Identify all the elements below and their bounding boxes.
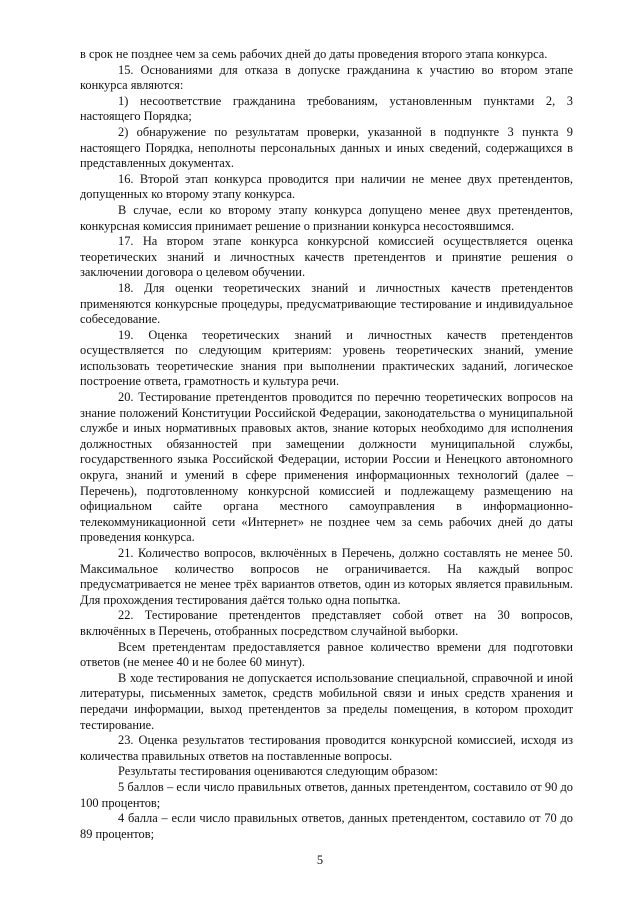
paragraph-item-21: 21. Количество вопросов, включённых в Перечень, должно составлять не менее 50. Максимальное количество вопросов не ограничивается. На каждый вопрос предусматривается не менее трёх вариантов ответов, один из которых является правильным. Для прохождения тестирования даётся только одна попытка. (80, 546, 573, 607)
paragraph-item-16: 16. Второй этап конкурса проводится при наличии не менее двух претендентов, допущенных ко второму этапу конкурса. (80, 171, 573, 202)
paragraph-item-22: 22. Тестирование претендентов представляет собой ответ на 30 вопросов, включённых в Перечень, отобранных посредством случайной выборки. (80, 608, 573, 638)
paragraph-item-15: 15. Основаниями для отказа в допуске гражданина к участию во втором этапе конкурса являются: (80, 62, 573, 93)
paragraph-item-20: 20. Тестирование претендентов проводится по перечню теоретических вопросов на знание положений Конституции Российской Федерации, законодательства о муниципальной службе и иных нормативных правовых актов, знание которых необходимо для исполнения должностных обязанностей при замещении должности муниципальной службы, государственного языка Российской Федерации, истории России и Ненецкого автономного округа, знаний и умений в сфере применения информационных технологий (далее – Перечень), подготовленному конкурсной комиссией и подлежащему размещению на официальном сайте органа местного самоуправления в информационно-телекоммуникационной сети «Интернет» не позднее чем за семь рабочих дней до даты проведения конкурса. (80, 390, 573, 545)
paragraph-item-23: 23. Оценка результатов тестирования проводится конкурсной комиссией, исходя из количества правильных ответов на поставленные вопросы. (80, 733, 573, 763)
paragraph-score-5: 5 баллов – если число правильных ответов, данных претендентом, составило от 90 до 100 процентов; (80, 779, 573, 810)
paragraph-subitem-2: 2) обнаружение по результатам проверки, указанной в подпункте 3 пункта 9 настоящего Порядка, неполноты персональных данных и иных сведений, содержащихся в представленных документах. (80, 124, 573, 171)
page-number: 5 (316, 853, 324, 867)
paragraph-continuation: в срок не позднее чем за семь рабочих дней до даты проведения второго этапа конкурса. (80, 47, 548, 61)
paragraph-item-22-restrictions: В ходе тестирования не допускается использование специальной, справочной и иной литературы, письменных заметок, средств мобильной связи и иных средств хранения и передачи информации, выход претендентов за пределы помещения, в котором проходит тестирование. (80, 670, 573, 732)
paragraph-item-22-time: Всем претендентам предоставляется равное количество времени для подготовки ответов (не менее 40 и не более 60 минут). (80, 639, 573, 670)
document-body (80, 47, 573, 842)
paragraph-item-16-note: В случае, если ко второму этапу конкурса допущено менее двух претендентов, конкурсная комиссия принимает решение о признании конкурса несостоявшимся. (80, 202, 573, 233)
paragraph-item-18: 18. Для оценки теоретических знаний и личностных качеств претендентов применяются конкурсные процедуры, предусматривающие тестирование и индивидуальное собеседование. (80, 280, 573, 327)
paragraph-score-4: 4 балла – если число правильных ответов, данных претендентом, составило от 70 до 89 процентов; (80, 811, 573, 841)
paragraph-item-23-results: Результаты тестирования оцениваются следующим образом: (118, 764, 438, 779)
paragraph-subitem-1: 1) несоответствие гражданина требованиям, установленным пунктами 2, 3 настоящего Порядка; (80, 93, 573, 124)
paragraph-item-17: 17. На втором этапе конкурса конкурсной комиссией осуществляется оценка теоретических знаний и личностных качеств претендентов и принятие решения о заключении договора о целевом обучении. (80, 234, 573, 280)
paragraph-item-19: 19. Оценка теоретических знаний и личностных качеств претендентов осуществляется по следующим критериям: уровень теоретических знаний, умение использовать теоретические знания при выполнении практических заданий, логическое построение ответа, грамотность и культура речи. (80, 327, 573, 389)
